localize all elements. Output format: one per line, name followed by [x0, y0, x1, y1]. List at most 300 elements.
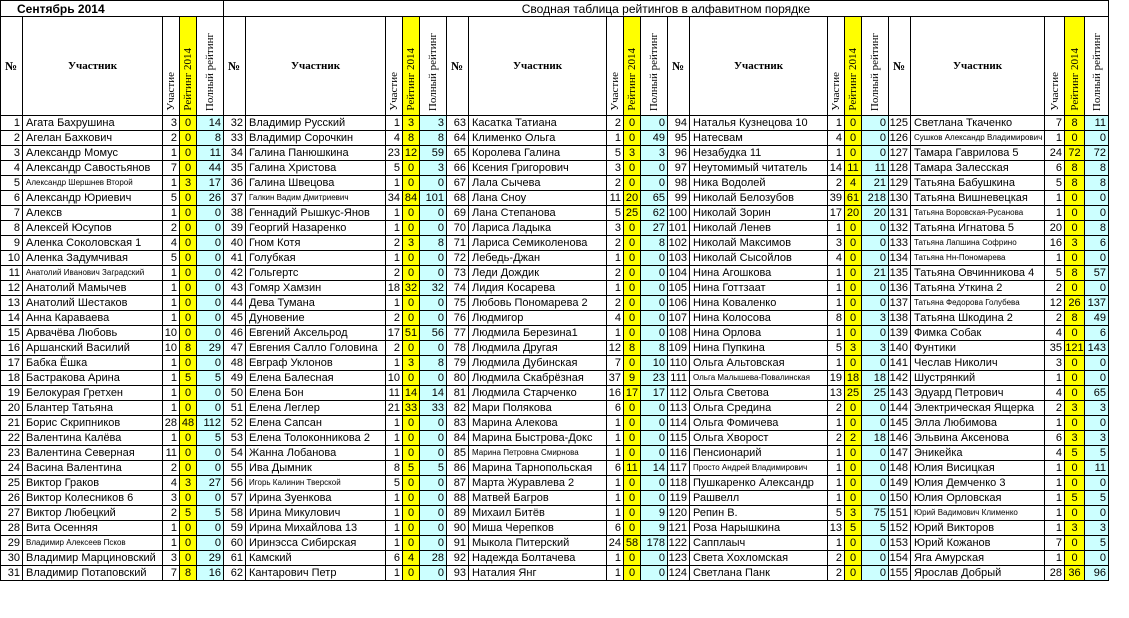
row-number: 66 — [447, 161, 469, 176]
full-rating-value: 0 — [641, 566, 668, 581]
row-number: 124 — [668, 566, 690, 581]
full-rating-value: 0 — [862, 251, 889, 266]
rating-value: 0 — [624, 446, 641, 461]
row-number: 80 — [447, 371, 469, 386]
rating-value: 8 — [180, 341, 197, 356]
participant-name: Нина Коваленко — [690, 296, 828, 311]
participation-value: 1 — [163, 521, 180, 536]
row-number: 68 — [447, 191, 469, 206]
participant-name: Галкин Вадим Дмитриевич — [246, 191, 386, 206]
participant-name: Нина Пупкина — [690, 341, 828, 356]
row-number: 103 — [668, 251, 690, 266]
rating-value: 8 — [1065, 161, 1085, 176]
header-full-rating-text: Полный рейтинг — [427, 32, 439, 111]
participation-value: 5 — [607, 206, 624, 221]
rating-value: 9 — [624, 371, 641, 386]
participation-value: 6 — [607, 461, 624, 476]
rating-value: 3 — [845, 341, 862, 356]
participant-name: Владимир Потаповский — [23, 566, 163, 581]
participant-name: Васина Валентина — [23, 461, 163, 476]
row-number: 55 — [224, 461, 246, 476]
rating-value: 0 — [1065, 251, 1085, 266]
rating-value: 14 — [403, 386, 420, 401]
rating-value: 0 — [624, 281, 641, 296]
row-number: 27 — [1, 506, 23, 521]
row-number: 131 — [889, 206, 911, 221]
participant-name: Кантарович Петр — [246, 566, 386, 581]
full-rating-value: 14 — [197, 116, 224, 131]
rating-value: 0 — [845, 296, 862, 311]
rating-value: 0 — [1065, 191, 1085, 206]
row-number: 76 — [447, 311, 469, 326]
rating-value: 0 — [403, 161, 420, 176]
rating-value: 33 — [403, 401, 420, 416]
participant-name: Виктор Граков — [23, 476, 163, 491]
full-rating-value: 0 — [1085, 356, 1109, 371]
table-row — [1, 551, 1109, 566]
participant-name: Пенсионарий — [690, 446, 828, 461]
row-number: 31 — [1, 566, 23, 581]
header-num: № — [889, 17, 911, 116]
row-number: 90 — [447, 521, 469, 536]
participation-value: 1 — [386, 206, 403, 221]
full-rating-value: 33 — [420, 401, 447, 416]
full-rating-value: 0 — [862, 536, 889, 551]
participant-name: Александр Юриевич — [23, 191, 163, 206]
full-rating-value: 0 — [862, 461, 889, 476]
full-rating-value: 18 — [862, 371, 889, 386]
participation-value: 1 — [607, 506, 624, 521]
rating-value: 0 — [624, 566, 641, 581]
participant-name: Лана Степанова — [469, 206, 607, 221]
row-number: 101 — [668, 221, 690, 236]
row-number: 123 — [668, 551, 690, 566]
participant-name: Николай Зорин — [690, 206, 828, 221]
rating-value: 25 — [624, 206, 641, 221]
participation-value: 2 — [1045, 401, 1065, 416]
participation-value: 2 — [828, 176, 845, 191]
participation-value: 12 — [607, 341, 624, 356]
participant-name: Людмила Скабрёзная — [469, 371, 607, 386]
row-number: 39 — [224, 221, 246, 236]
header-participant: Участник — [911, 17, 1045, 116]
full-rating-value: 0 — [1085, 551, 1109, 566]
participant-name: Анатолий Иванович Заградский — [23, 266, 163, 281]
participation-value: 39 — [828, 191, 845, 206]
header-participation — [163, 17, 180, 116]
row-number: 59 — [224, 521, 246, 536]
rating-value: 48 — [180, 416, 197, 431]
row-number: 54 — [224, 446, 246, 461]
participation-value: 3 — [828, 236, 845, 251]
rating-value: 0 — [845, 416, 862, 431]
participation-value: 2 — [386, 236, 403, 251]
participant-name: Владимир Алексеев Псков — [23, 536, 163, 551]
participation-value: 1 — [828, 476, 845, 491]
participation-value: 1 — [828, 146, 845, 161]
row-number: 97 — [668, 161, 690, 176]
full-rating-value: 0 — [862, 401, 889, 416]
participant-name: Гомяр Хамзин — [246, 281, 386, 296]
participant-name: Николай Белозубов — [690, 191, 828, 206]
participant-name: Агелан Бахкович — [23, 131, 163, 146]
row-number: 22 — [1, 431, 23, 446]
full-rating-value: 0 — [1085, 251, 1109, 266]
participant-name: Владимир Русский — [246, 116, 386, 131]
participation-value: 1 — [1045, 521, 1065, 536]
row-number: 62 — [224, 566, 246, 581]
participation-value: 2 — [828, 551, 845, 566]
full-rating-value: 44 — [197, 161, 224, 176]
participant-name: Нина Колосова — [690, 311, 828, 326]
participant-name: Наталия Янг — [469, 566, 607, 581]
participant-name: Татьяна Бабушкина — [911, 176, 1045, 191]
participation-value: 1 — [386, 446, 403, 461]
row-number: 116 — [668, 446, 690, 461]
row-number: 136 — [889, 281, 911, 296]
full-rating-value: 0 — [862, 116, 889, 131]
participation-value: 1 — [386, 416, 403, 431]
rating-value: 36 — [1065, 566, 1085, 581]
participant-name: Юрий Вадимович Клименко — [911, 506, 1045, 521]
full-rating-value: 11 — [1085, 116, 1109, 131]
full-rating-value: 0 — [197, 536, 224, 551]
participation-value: 1 — [1045, 491, 1065, 506]
participation-value: 8 — [828, 311, 845, 326]
full-rating-value: 0 — [197, 251, 224, 266]
rating-value: 18 — [845, 371, 862, 386]
row-number: 30 — [1, 551, 23, 566]
row-number: 72 — [447, 251, 469, 266]
rating-value: 0 — [180, 266, 197, 281]
rating-value: 0 — [624, 176, 641, 191]
participation-value: 1 — [386, 566, 403, 581]
participation-value: 4 — [828, 131, 845, 146]
full-rating-value: 3 — [420, 116, 447, 131]
participation-value: 2 — [828, 566, 845, 581]
full-rating-value: 0 — [197, 326, 224, 341]
rating-value: 0 — [1065, 386, 1085, 401]
full-rating-value: 3 — [420, 161, 447, 176]
participant-name: Александр Савостьянов — [23, 161, 163, 176]
row-number: 58 — [224, 506, 246, 521]
rating-value: 11 — [845, 161, 862, 176]
participant-name: Бабка Ёшка — [23, 356, 163, 371]
full-rating-value: 0 — [197, 296, 224, 311]
participant-name: Татьяна Воровская-Русанова — [911, 206, 1045, 221]
participation-value: 1 — [163, 311, 180, 326]
rating-value: 0 — [403, 416, 420, 431]
rating-value: 0 — [180, 146, 197, 161]
participant-name: Эникейка — [911, 446, 1045, 461]
row-number: 125 — [889, 116, 911, 131]
header-participation-text: Участие — [1048, 72, 1061, 111]
participation-value: 1 — [828, 356, 845, 371]
participant-name: Бастракова Арина — [23, 371, 163, 386]
header-rating-text: Рейтинг 2014 — [182, 48, 194, 111]
participation-value: 7 — [1045, 116, 1065, 131]
full-rating-value: 0 — [862, 566, 889, 581]
rating-value: 0 — [845, 266, 862, 281]
full-rating-value: 0 — [641, 416, 668, 431]
header-num: № — [1, 17, 23, 116]
table-row — [1, 416, 1109, 431]
table-title: Сводная таблица рейтингов в алфавитном порядке — [224, 1, 1109, 17]
participation-value: 12 — [1045, 296, 1065, 311]
participation-value: 5 — [386, 161, 403, 176]
rating-value: 0 — [845, 356, 862, 371]
participant-name: Марина Алекова — [469, 416, 607, 431]
table-row — [1, 116, 1109, 131]
row-number: 14 — [1, 311, 23, 326]
participant-name: Касатка Татиана — [469, 116, 607, 131]
rating-value: 0 — [403, 521, 420, 536]
rating-value: 17 — [624, 386, 641, 401]
rating-value: 0 — [180, 326, 197, 341]
full-rating-value: 8 — [641, 236, 668, 251]
rating-value: 0 — [624, 506, 641, 521]
header-full-rating — [862, 17, 889, 116]
full-rating-value: 0 — [420, 266, 447, 281]
rating-value: 3 — [180, 176, 197, 191]
participation-value: 1 — [1045, 371, 1065, 386]
full-rating-value: 0 — [862, 446, 889, 461]
participation-value: 1 — [828, 116, 845, 131]
row-number: 9 — [1, 236, 23, 251]
full-rating-value: 5 — [420, 461, 447, 476]
participation-value: 1 — [607, 476, 624, 491]
full-rating-value: 0 — [197, 236, 224, 251]
row-number: 6 — [1, 191, 23, 206]
full-rating-value: 3 — [1085, 431, 1109, 446]
participation-value: 1 — [828, 446, 845, 461]
full-rating-value: 0 — [862, 146, 889, 161]
full-rating-value: 8 — [1085, 176, 1109, 191]
row-number: 85 — [447, 446, 469, 461]
rating-value: 84 — [403, 191, 420, 206]
participation-value: 11 — [163, 446, 180, 461]
participant-name: Лебедь-Джан — [469, 251, 607, 266]
full-rating-value: 8 — [1085, 161, 1109, 176]
rating-value: 0 — [1065, 476, 1085, 491]
rating-value: 8 — [1065, 116, 1085, 131]
row-number: 1 — [1, 116, 23, 131]
row-number: 57 — [224, 491, 246, 506]
participant-name: Марина Петровна Смирнова — [469, 446, 607, 461]
full-rating-value: 0 — [197, 461, 224, 476]
rating-value: 0 — [180, 431, 197, 446]
rating-value: 0 — [180, 536, 197, 551]
rating-value: 8 — [1065, 176, 1085, 191]
rating-value: 0 — [1065, 326, 1085, 341]
participant-name: Юлия Орловская — [911, 491, 1045, 506]
row-number: 98 — [668, 176, 690, 191]
row-number: 17 — [1, 356, 23, 371]
row-number: 43 — [224, 281, 246, 296]
rating-value: 0 — [403, 311, 420, 326]
rating-value: 26 — [1065, 296, 1085, 311]
participation-value: 1 — [828, 326, 845, 341]
full-rating-value: 0 — [1085, 371, 1109, 386]
rating-value: 0 — [180, 491, 197, 506]
participation-value: 2 — [607, 266, 624, 281]
rating-value: 0 — [624, 326, 641, 341]
participant-name: Нина Агошкова — [690, 266, 828, 281]
participant-name: Блантер Татьяна — [23, 401, 163, 416]
header-full-rating — [1085, 17, 1109, 116]
row-number: 108 — [668, 326, 690, 341]
full-rating-value: 0 — [197, 521, 224, 536]
full-rating-value: 20 — [862, 206, 889, 221]
participation-value: 7 — [163, 566, 180, 581]
participation-value: 1 — [386, 176, 403, 191]
participation-value: 5 — [1045, 266, 1065, 281]
table-row — [1, 236, 1109, 251]
rating-value: 3 — [403, 236, 420, 251]
rating-value: 0 — [403, 296, 420, 311]
full-rating-value: 17 — [197, 176, 224, 191]
participant-name: Ника Водолей — [690, 176, 828, 191]
rating-value: 0 — [180, 116, 197, 131]
participation-value: 6 — [1045, 431, 1065, 446]
full-rating-value: 0 — [420, 176, 447, 191]
rating-value: 3 — [1065, 431, 1085, 446]
participation-value: 1 — [1045, 551, 1065, 566]
participant-name: Светлана Панк — [690, 566, 828, 581]
participant-name: Электрическая Ящерка — [911, 401, 1045, 416]
participation-value: 16 — [1045, 236, 1065, 251]
full-rating-value: 49 — [1085, 311, 1109, 326]
participant-name: Марта Журавлева 2 — [469, 476, 607, 491]
rating-value: 0 — [845, 311, 862, 326]
full-rating-value: 75 — [862, 506, 889, 521]
table-row — [1, 296, 1109, 311]
rating-value: 0 — [180, 251, 197, 266]
table-row — [1, 191, 1109, 206]
full-rating-value: 5 — [862, 521, 889, 536]
participation-value: 1 — [163, 176, 180, 191]
rating-value: 0 — [403, 221, 420, 236]
participation-value: 10 — [163, 326, 180, 341]
participation-value: 19 — [828, 371, 845, 386]
rating-value: 0 — [403, 266, 420, 281]
participation-value: 1 — [386, 296, 403, 311]
participant-name: Эльвина Аксенова — [911, 431, 1045, 446]
rating-value: 0 — [180, 356, 197, 371]
participant-name: Королева Галина — [469, 146, 607, 161]
table-row — [1, 326, 1109, 341]
row-number: 107 — [668, 311, 690, 326]
row-number: 91 — [447, 536, 469, 551]
row-number: 71 — [447, 236, 469, 251]
rating-value: 0 — [403, 536, 420, 551]
rating-value: 0 — [180, 401, 197, 416]
row-number: 92 — [447, 551, 469, 566]
row-number: 52 — [224, 416, 246, 431]
row-number: 93 — [447, 566, 469, 581]
rating-value: 0 — [180, 446, 197, 461]
participant-name: Гном Котя — [246, 236, 386, 251]
row-number: 143 — [889, 386, 911, 401]
full-rating-value: 96 — [1085, 566, 1109, 581]
rating-value: 3 — [624, 146, 641, 161]
participation-value: 1 — [386, 521, 403, 536]
header-rating — [403, 17, 420, 116]
participant-name: Анна Караваева — [23, 311, 163, 326]
row-number: 82 — [447, 401, 469, 416]
rating-value: 0 — [845, 551, 862, 566]
row-number: 144 — [889, 401, 911, 416]
participation-value: 2 — [828, 431, 845, 446]
participation-value: 1 — [386, 506, 403, 521]
header-participation — [386, 17, 403, 116]
participation-value: 2 — [163, 506, 180, 521]
participant-name: Дуновение — [246, 311, 386, 326]
full-rating-value: 57 — [1085, 266, 1109, 281]
rating-value: 0 — [403, 206, 420, 221]
rating-value: 0 — [180, 221, 197, 236]
row-number: 142 — [889, 371, 911, 386]
full-rating-value: 0 — [420, 311, 447, 326]
row-number: 87 — [447, 476, 469, 491]
participation-value: 1 — [386, 491, 403, 506]
header-rating — [845, 17, 862, 116]
full-rating-value: 0 — [420, 416, 447, 431]
participation-value: 5 — [607, 146, 624, 161]
full-rating-value: 3 — [641, 146, 668, 161]
header-rating-text: Рейтинг 2014 — [626, 48, 638, 111]
participation-value: 1 — [828, 266, 845, 281]
row-number: 110 — [668, 356, 690, 371]
row-number: 4 — [1, 161, 23, 176]
row-number: 113 — [668, 401, 690, 416]
participant-name: Мыкола Питерский — [469, 536, 607, 551]
full-rating-value: 0 — [1085, 131, 1109, 146]
participant-name: Галина Панюшкина — [246, 146, 386, 161]
rating-value: 0 — [845, 476, 862, 491]
rating-value: 0 — [1065, 536, 1085, 551]
participation-value: 1 — [163, 206, 180, 221]
participant-name: Любовь Пономарева 2 — [469, 296, 607, 311]
rating-value: 0 — [180, 236, 197, 251]
participant-name: Людмила Дубинская — [469, 356, 607, 371]
header-participation — [1045, 17, 1065, 116]
participant-name: Леди Дождик — [469, 266, 607, 281]
participation-value: 5 — [386, 476, 403, 491]
full-rating-value: 0 — [420, 296, 447, 311]
participant-name: Арвачёва Любовь — [23, 326, 163, 341]
rating-value: 0 — [624, 431, 641, 446]
row-number: 155 — [889, 566, 911, 581]
full-rating-value: 0 — [641, 311, 668, 326]
row-number: 2 — [1, 131, 23, 146]
full-rating-value: 5 — [1085, 446, 1109, 461]
full-rating-value: 10 — [641, 356, 668, 371]
full-rating-value: 16 — [197, 566, 224, 581]
full-rating-value: 0 — [420, 491, 447, 506]
rating-value: 0 — [624, 221, 641, 236]
participant-name: Елена Балесная — [246, 371, 386, 386]
participation-value: 1 — [607, 551, 624, 566]
full-rating-value: 3 — [862, 341, 889, 356]
participation-value: 1 — [163, 386, 180, 401]
full-rating-value: 0 — [197, 401, 224, 416]
rating-value: 0 — [403, 506, 420, 521]
row-number: 152 — [889, 521, 911, 536]
table-row — [1, 371, 1109, 386]
full-rating-value: 5 — [1085, 491, 1109, 506]
rating-value: 0 — [403, 431, 420, 446]
